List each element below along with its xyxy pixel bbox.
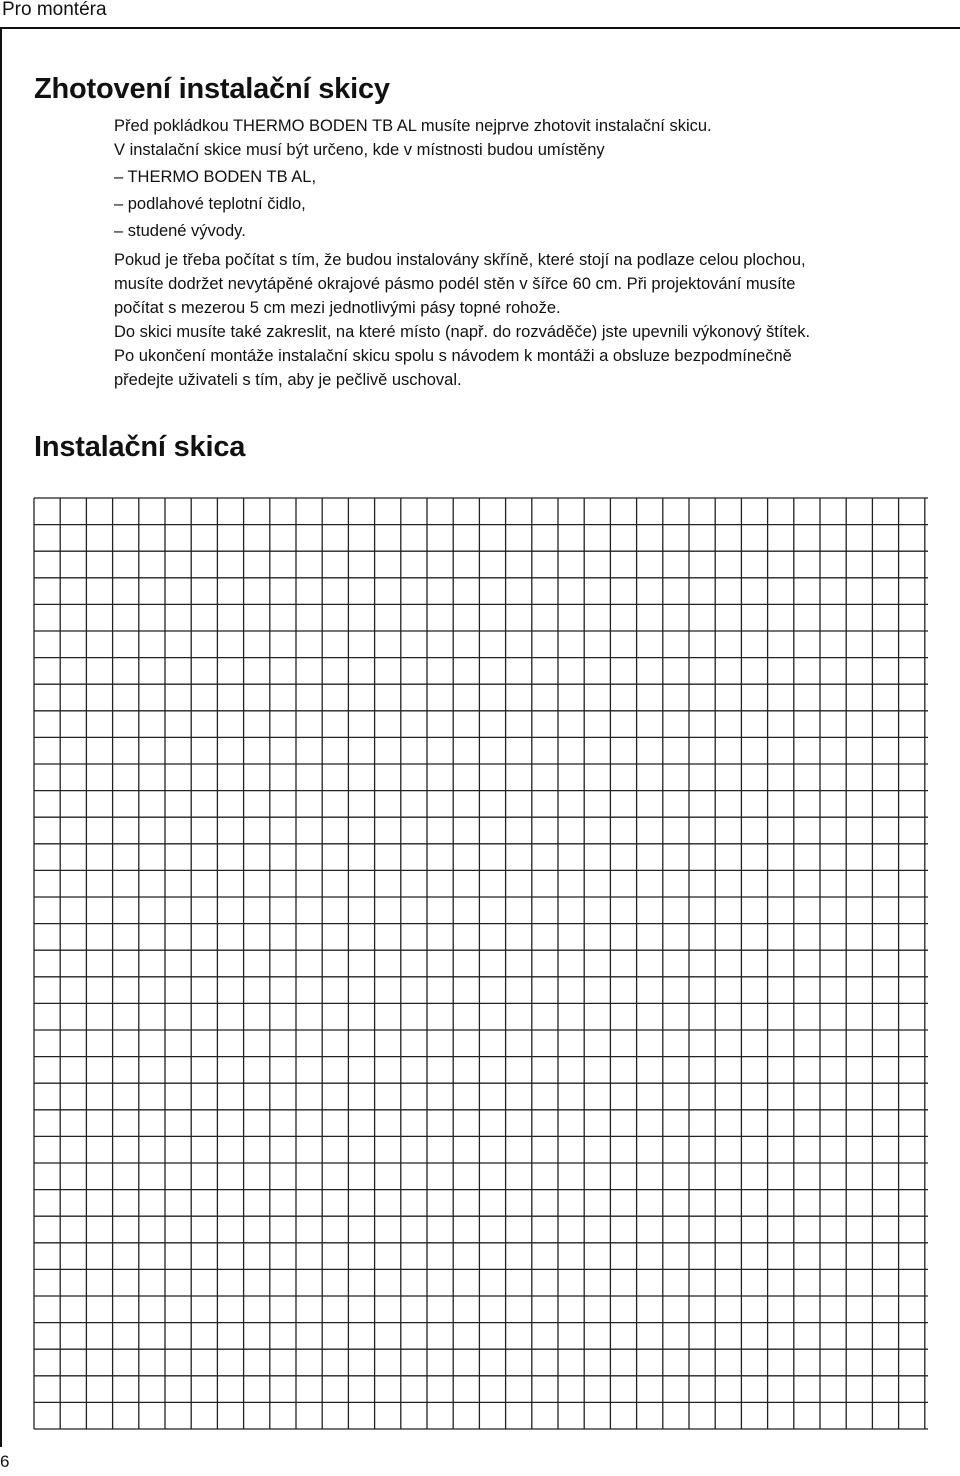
frame-top-border <box>0 27 960 29</box>
frame-left-border <box>0 27 2 1447</box>
paragraph-line: Pokud je třeba počítat s tím, že budou instalovány skříně, které stojí na podlaze celou plochou, <box>114 251 806 269</box>
list-item: – studené vývody. <box>114 222 246 240</box>
paragraph-line: počítat s mezerou 5 cm mezi jednotlivými pásy topné rohože. <box>114 299 561 317</box>
section-title-installation-sketch: Instalační skica <box>34 431 246 463</box>
intro-line: Před pokládkou THERMO BODEN TB AL musíte nejprve zhotovit instalační skicu. <box>114 117 712 135</box>
page-number: 6 <box>0 1452 10 1471</box>
list-item: – podlahové teplotní čidlo, <box>114 195 306 213</box>
paragraph-line: předejte uživateli s tím, aby je pečlivě uschoval. <box>114 371 462 389</box>
list-item: – THERMO BODEN TB AL, <box>114 168 317 186</box>
sketch-grid[interactable] <box>33 497 928 1447</box>
section-title-sketch-creation: Zhotovení instalační skicy <box>34 73 390 105</box>
paragraph-line: Po ukončení montáže instalační skicu spolu s návodem k montáži a obsluze bezpodmínečně <box>114 347 792 365</box>
instructions-text <box>114 114 954 392</box>
header-label: Pro montéra <box>2 0 107 20</box>
paragraph-line: musíte dodržet nevytápěné okrajové pásmo podél stěn v šířce 60 cm. Při projektování musíte <box>114 275 796 293</box>
paragraph-line: Do skici musíte také zakreslit, na které místo (např. do rozváděče) jste upevnili výkonový štítek. <box>114 323 811 341</box>
intro-line: V instalační skice musí být určeno, kde v místnosti budou umístěny <box>114 141 605 159</box>
